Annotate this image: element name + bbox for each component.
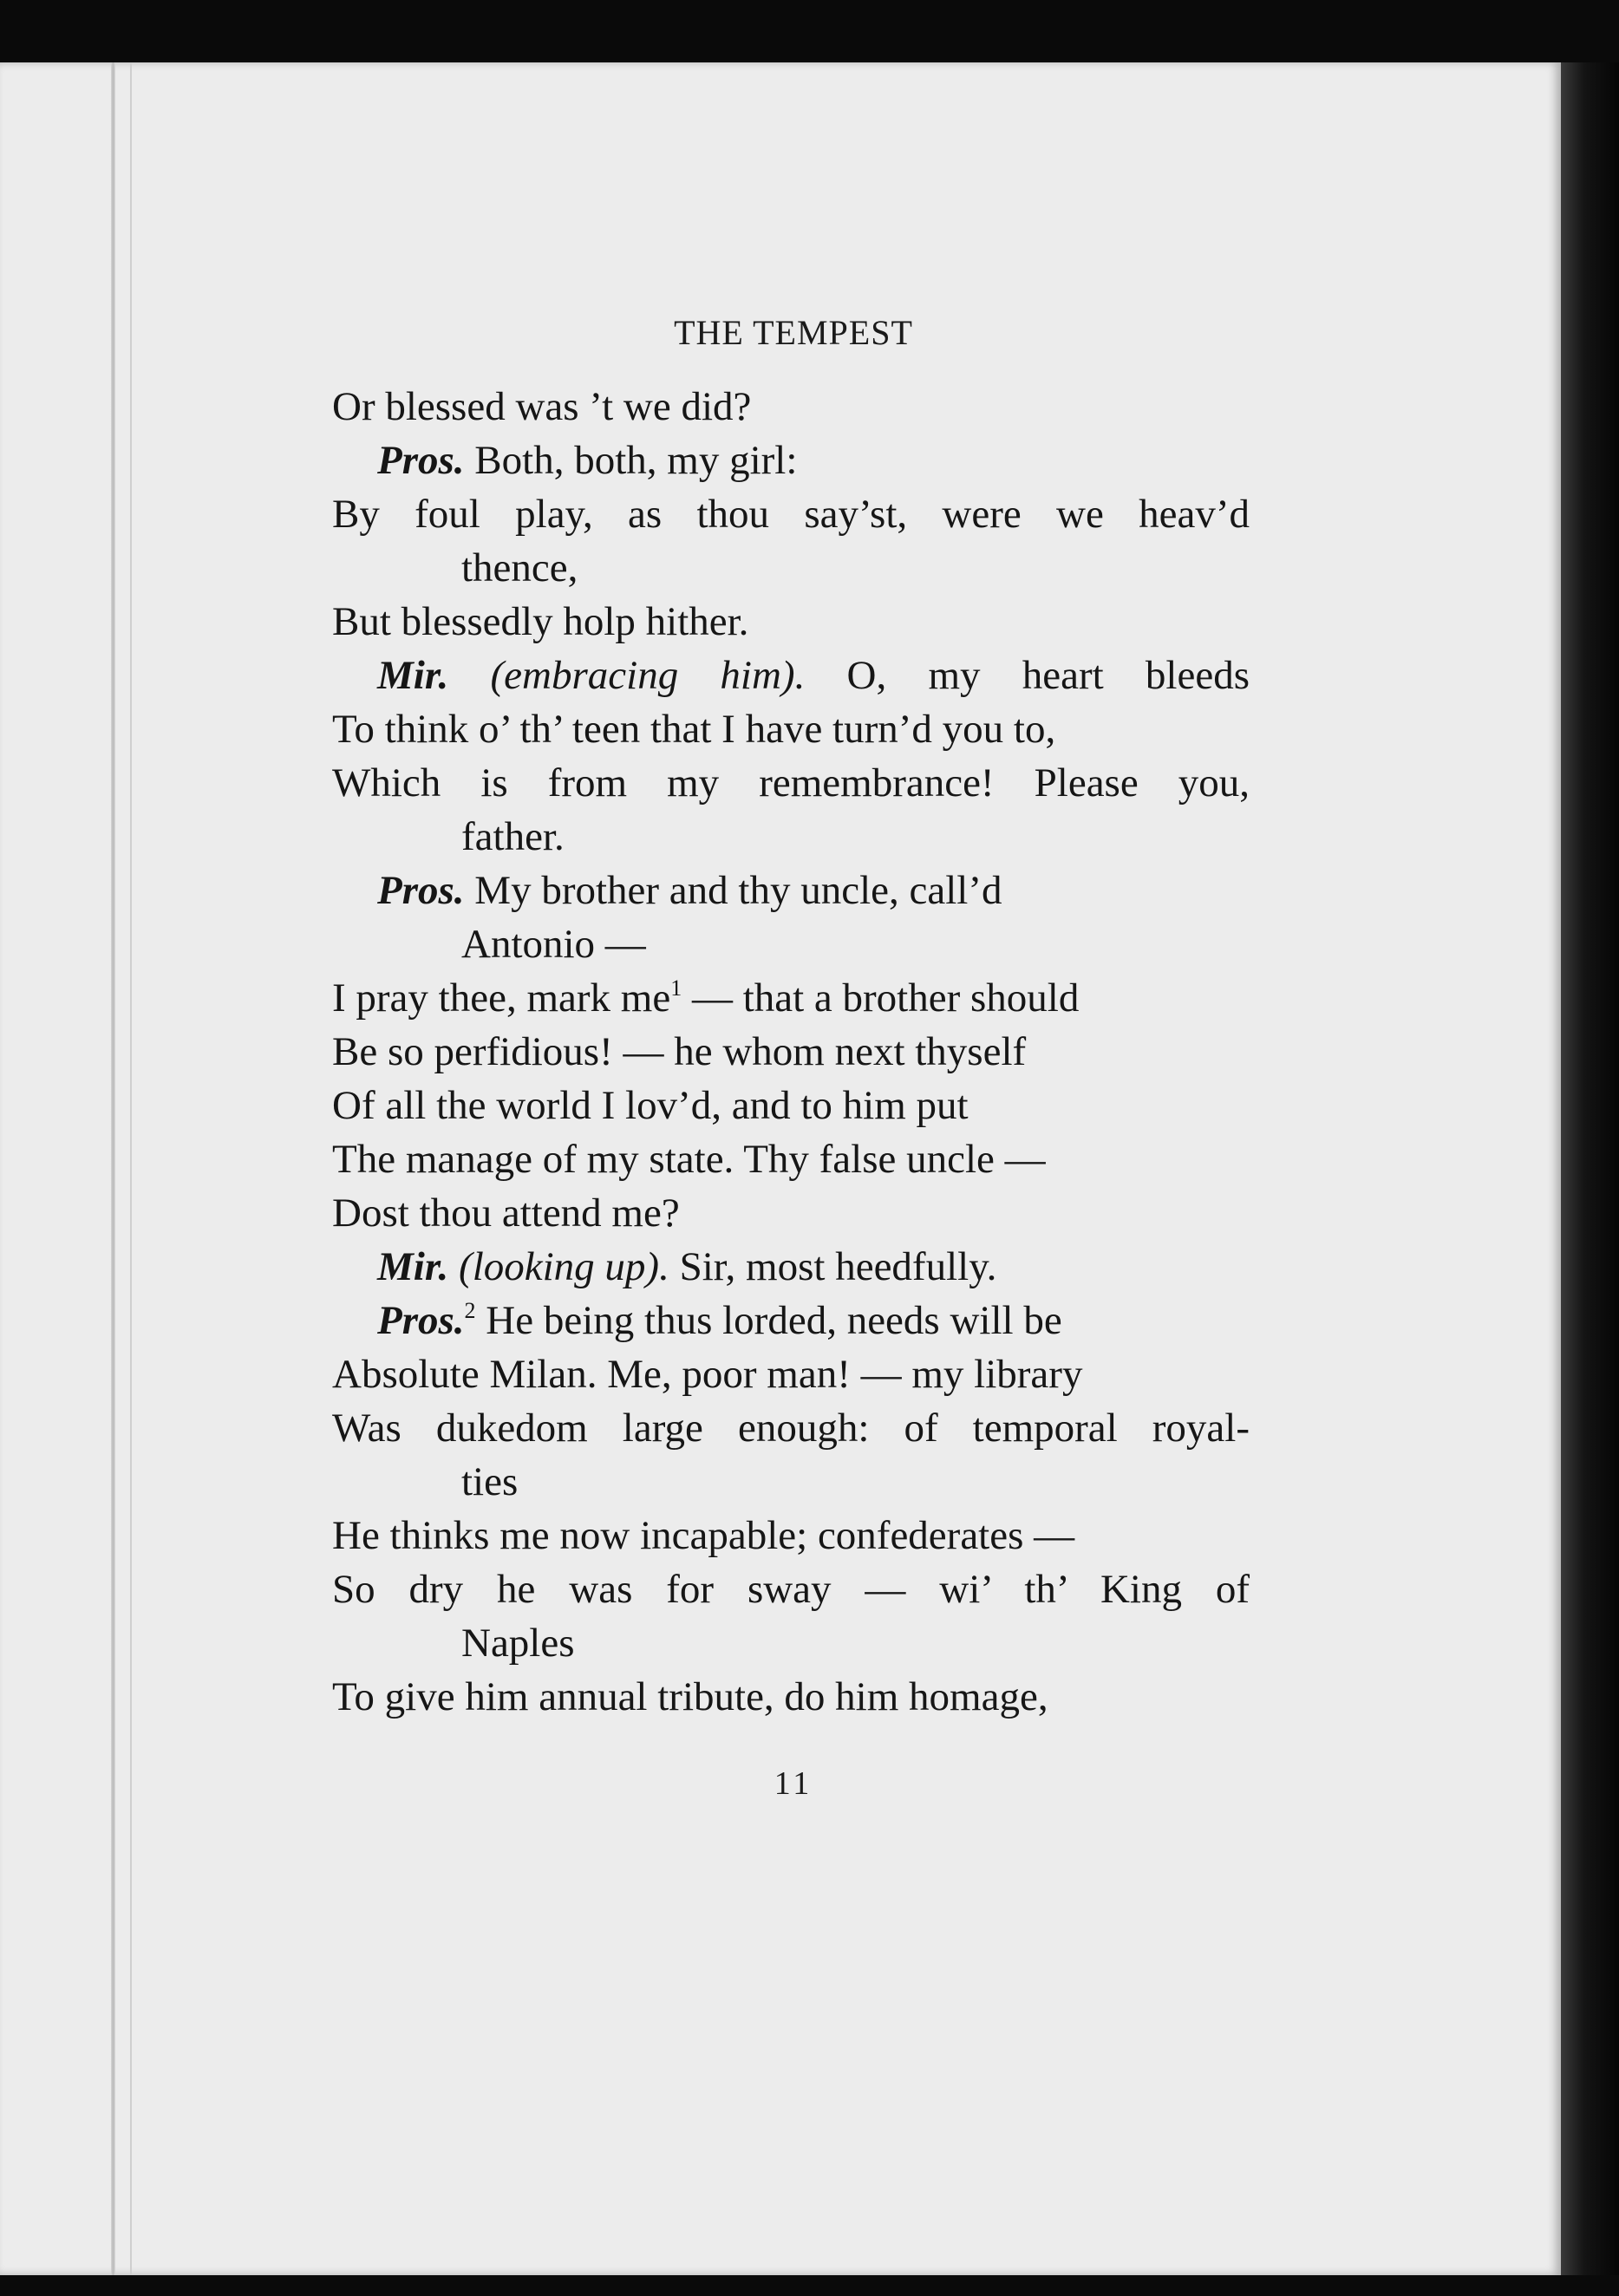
scan-border-bottom (0, 2275, 1619, 2296)
page-edge-shadow (1561, 62, 1619, 2275)
scan-border-top (0, 0, 1619, 62)
verse-line: To give him annual tribute, do him homage, (332, 1674, 1048, 1719)
footnote-marker: 2 (464, 1298, 476, 1323)
verse-line: By foul play, as thou say’st, were we heav’d (332, 492, 1250, 537)
gutter-shadow (111, 62, 115, 2275)
verse-line: So dry he was for sway — wi’ th’ King of (332, 1567, 1250, 1612)
verse-line: To think o’ th’ teen that I have turn’d you to, (332, 707, 1056, 752)
verse-line: Absolute Milan. Me, poor man! — my library (332, 1352, 1083, 1397)
page-number: 11 (774, 1765, 813, 1802)
speaker-name: Mir. (377, 653, 449, 698)
verse-line: Mir. (embracing him). O, my heart bleeds (377, 653, 1250, 698)
speaker-name: Pros. (377, 438, 465, 483)
stage-direction: (embracing him). (490, 653, 806, 698)
verse-line: Of all the world I lov’d, and to him put (332, 1083, 969, 1128)
verse-line: Dost thou attend me? (332, 1190, 680, 1236)
verse-turnover: thence, (461, 545, 578, 590)
verse-line: Pros. Both, both, my girl: (377, 438, 798, 483)
verse-turnover: father. (461, 814, 565, 859)
speaker-name: Pros. (377, 1298, 465, 1343)
verse-line: Be so perfidious! — he whom next thyself (332, 1029, 1027, 1074)
verse-line: I pray thee, mark $me^1$ — that a brother should (332, 975, 1080, 1021)
footnote-marker: 1 (670, 975, 682, 1001)
verse-turnover: Antonio — (461, 922, 646, 967)
speaker-name: Mir. (377, 1244, 449, 1289)
verse-line: Pros.$^2$ He being thus lorded, needs will be (377, 1298, 1062, 1343)
gutter-rule (130, 62, 132, 2275)
stage-direction: (looking up). (459, 1244, 669, 1289)
verse-line: Which is from my remembrance! Please you, (332, 760, 1250, 806)
verse-line: Or blessed was ’t we did? (332, 384, 752, 429)
verse-line: Pros. My brother and thy uncle, call’d (377, 868, 1002, 913)
verse-line: He thinks me now incapable; confederates — (332, 1513, 1075, 1558)
verse-line: But blessedly holp hither. (332, 599, 749, 644)
verse-text (332, 380, 1250, 1724)
verse-turnover: ties (461, 1459, 519, 1504)
speaker-name: Pros. (377, 868, 465, 913)
verse-line: Was dukedom large enough: of temporal royal- (332, 1406, 1250, 1451)
verse-turnover: Naples (461, 1621, 575, 1666)
verse-line: Mir. (looking up). Sir, most heedfully. (377, 1244, 997, 1289)
verse-line: The manage of my state. Thy false uncle — (332, 1137, 1046, 1182)
running-head: THE TEMPEST (674, 313, 913, 352)
